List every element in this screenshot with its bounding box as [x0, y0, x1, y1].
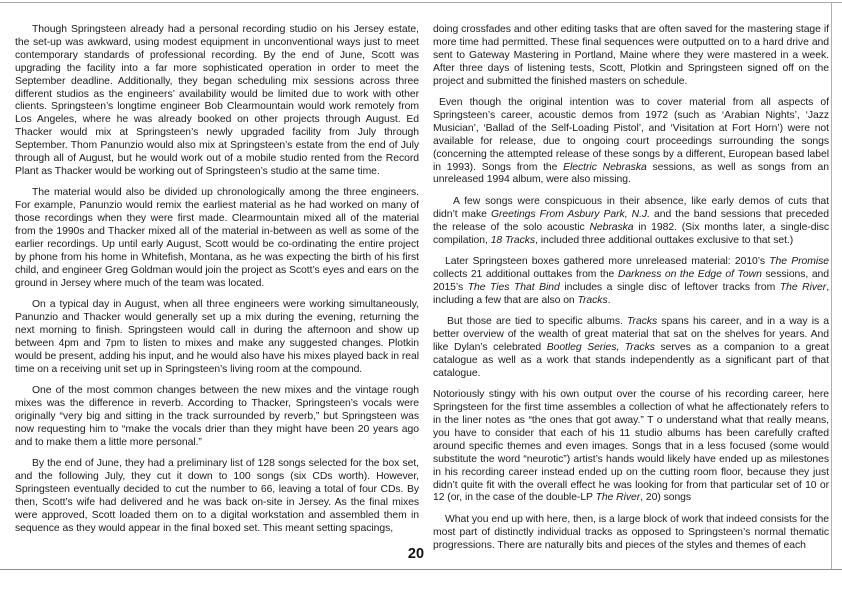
text-run: collects 21 additional outtakes from the	[433, 268, 618, 280]
page-border-bottom	[0, 569, 842, 570]
text-run: and the band sessions that preceded the release of the solo acoustic	[433, 208, 829, 233]
text-run: , included three additional outtakes exclusive to that set.)	[535, 234, 794, 246]
italic-title-text: Tracks	[577, 294, 608, 306]
italic-title-text: Bootleg Series, Tracks	[546, 341, 655, 353]
italic-title-text: The River	[779, 281, 827, 293]
italic-title-text: The Promise	[769, 256, 829, 267]
paragraph	[433, 256, 829, 308]
page-number: 20	[407, 546, 425, 562]
italic-title-text: 18 Tracks	[490, 234, 536, 246]
paragraph	[15, 299, 419, 376]
italic-title-text: Electric Nebraska	[563, 161, 647, 173]
paragraph	[433, 97, 829, 187]
text-run: includes a single disc of leftover tracks from	[559, 281, 780, 293]
italic-title-text: Greetings From Asbury Park, N.J.	[490, 208, 650, 220]
paragraph	[15, 385, 419, 450]
paragraph	[15, 187, 419, 290]
page-border-top	[0, 2, 842, 3]
text-run: , 20) songs	[640, 492, 692, 504]
text-run: spans his career, and in a way is a better overview of the wealth of great material that sat on the shelves for years. And like Dylan’s celebrated	[433, 316, 829, 353]
text-run: Even though the original intention was to cover material from all aspects of Springsteen’s career, acoustic demos from 1972 (such as ‘Arabian Nights’, ‘Jazz Musician’, ‘Ballad of the Self-Loading Pistol’, and ‘Visitation at Fort Horn’) were not available for release, due to ongoing court proceedings surrounding the songs (concerning the attempted release of these songs by a different, European based label in 1993). Songs from the	[433, 97, 829, 173]
italic-title-text: Tracks	[627, 316, 658, 328]
italic-title-text: Nebraska	[589, 221, 634, 233]
paragraph	[433, 24, 829, 89]
text-run: sessions, as well as songs from an unreleased 1994 album, were also missing.	[433, 161, 830, 186]
text-run: On a typical day in August, when all three engineers were working simultaneously, Panunzio and Thacker would generally set up a mix during the evening, returning the next morning to finish. Springsteen would call in during the afternoon and show up between 4pm and 7pm to listen to mixes and make any suggested changes. Plotkin would be present, adding his input, and he would also have his mixes played back in real time on a receiving unit set up in Springsteen’s living room at the compound.	[15, 299, 419, 375]
text-run: doing crossfades and other editing tasks that are often saved for the mastering stage if more time had permitted. These final sequences were outputted on to a hard drive and sent to Gateway Mastering in Portland, Maine where they were mastered in a week. After three days of listening tests, Scott, Plotkin and Springsteen signed off on the project and submitted the finished masters on schedule.	[433, 24, 829, 87]
paragraph	[433, 316, 829, 381]
paragraph	[433, 196, 829, 248]
text-run: Later Springsteen boxes gathered more unreleased material: 2010’s	[445, 256, 770, 267]
text-column-right	[433, 24, 829, 553]
paragraph	[15, 458, 419, 535]
paragraph	[15, 24, 419, 179]
text-run: sessions, and 2015’s	[433, 268, 830, 293]
text-run: What you end up with here, then, is a large block of work that indeed consists for the most part of distinctly individual tracks as opposed to Springsteen’s normal thematic progressions. There are naturally bits and pieces of the styles and themes of each	[433, 513, 829, 551]
page-border-right	[831, 2, 832, 570]
text-run: Notoriously stingy with his own output over the course of his recording career, here Springsteen for the first time assembles a collection of what he affectionately refers to in the liner notes as “the ones that got away.” T o understand what that really means, you have to consider that each of his 11 studio albums has been carefully crafted around specific themes and even images. Songs that in a less focused (some would substitute the word “neurotic”) artist’s hands would likely have ended up as milestones in his recording career instead ended up on the cutting room floor, because they just didn’t quite fit with the overall effect he was looking for from that particular set of 10 or 12 (or, in the case of the double-LP	[433, 389, 829, 504]
text-run: serves as a companion to a great catalogue as well as a work that stands independently as a significant part of that catalogue.	[433, 341, 829, 379]
paragraph	[433, 389, 829, 505]
text-run: One of the most common changes between the new mixes and the vintage rough mixes was the difference in reverb. According to Thacker, Springsteen’s vocals were originally “very big and sitting in the track surrounded by reverb,” but Springsteen was now requesting him to “make the vocals drier than they might have been 20 years ago and to make them a little more personal.”	[15, 385, 419, 448]
text-run: .	[607, 294, 611, 306]
text-run: But those are tied to specific albums.	[447, 316, 628, 328]
italic-title-text: The Ties That Bind	[467, 281, 560, 293]
text-run: in 1982. (Six months later, a single-disc compilation,	[433, 221, 830, 246]
italic-title-text: The River	[595, 492, 641, 504]
text-run: By the end of June, they had a preliminary list of 128 songs selected for the box set, and the following July, they cut it down to 100 songs (six CDs worth). However, Springsteen eventually decided to cut the number to 66, leaving a total of four CDs. By then, Scott’s wife had delivered and he was back on-site in Jersey. As the final mixes were approved, Scott loaded them on to a digital workstation and assembled them in sequence as they would appear in the final boxed set. This meant setting spacings,	[15, 458, 419, 534]
text-run: Though Springsteen already had a personal recording studio on his Jersey estate, the set-up was awkward, using modest equipment in unconventional ways just to meet contemporary standards of professional recording. By the end of June, Scott was upgrading the facility into a far more sophisticated operation in order to meet the September deadline. Additionally, they began scheduling mix sessions across three different studios as the engineers’ availability would be limited due to work with other clients. Springsteen’s longtime engineer Bob Clearmountain would work remotely from Los Angeles, where he was already booked on other projects through August. Ed Thacker would mix at Springsteen’s newly upgraded facility from July through September. Thom Panunzio would also mix at Springsteen’s estate from the end of July through all of August, but he would work out of a mobile studio rented from the Record Plant as Thacker would be working out of Springsteen’s studio at the same time.	[15, 24, 419, 177]
text-column-left	[15, 24, 419, 536]
text-run: The material would also be divided up chronologically among the three engineers. For example, Panunzio would remix the earliest material as he had worked on many of those recordings when they were first made. Clearmountain mixed all of the material from the 1990s and Thacker mixed all of the material in-between as well as some of the earlier recordings. Up until early August, Scott would be co-ordinating the entire project by phone from his home in Whitefish, Montana, as he was expecting the birth of his first child, and engineer Greg Goldman would join the project as Scott’s eyes and ears on the ground in Jersey where much of the team was located.	[15, 187, 419, 289]
italic-title-text: Darkness on the Edge of Town	[617, 268, 762, 280]
text-run: , including a few that are also on	[433, 281, 830, 306]
text-run: A few songs were conspicuous in their absence, like early demos of cuts that didn’t make	[433, 195, 829, 220]
